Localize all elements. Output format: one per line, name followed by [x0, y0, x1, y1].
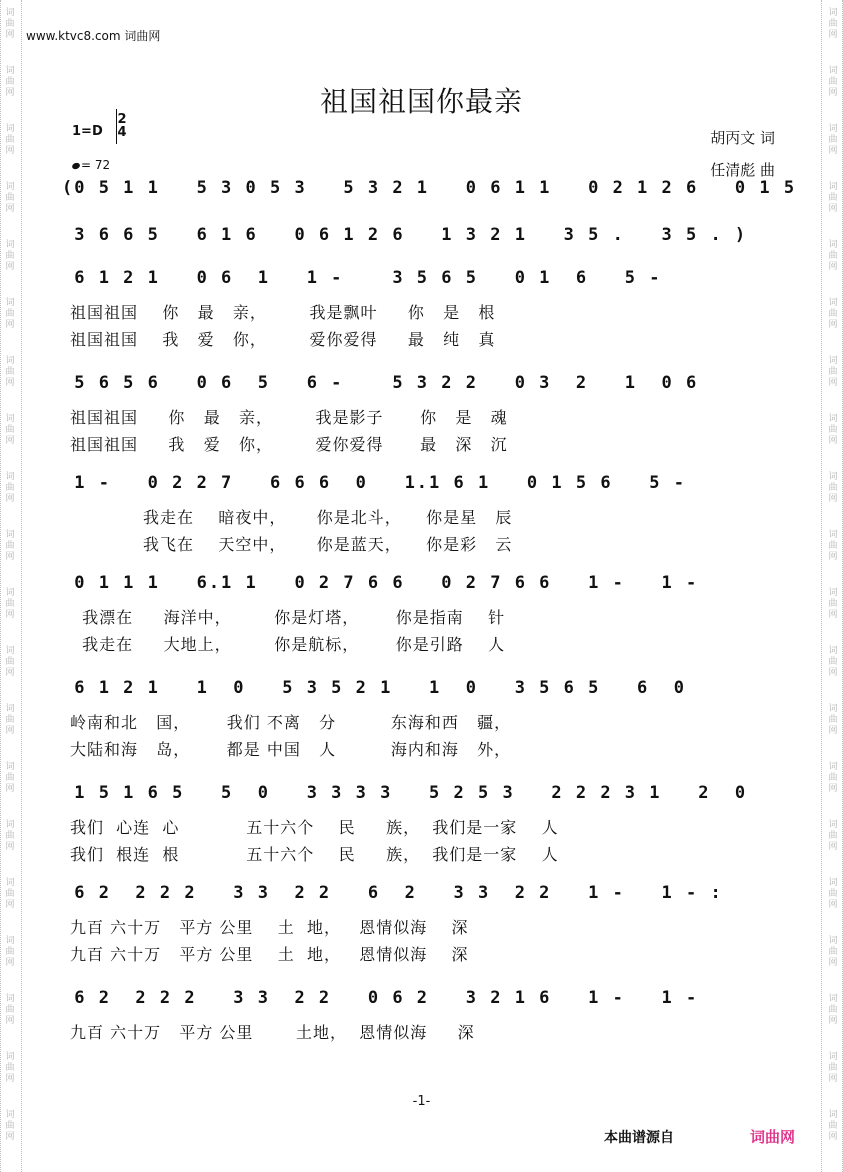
watermark-text: 词 曲 网	[5, 66, 15, 98]
watermark-text: 词 曲 网	[828, 530, 838, 562]
watermark-text: 词 曲 网	[5, 414, 15, 446]
watermark-text: 词 曲 网	[828, 820, 838, 852]
watermark-text: 词 曲 网	[828, 646, 838, 678]
source-label: 本曲谱源自	[604, 1130, 674, 1146]
lyric-line-2: 我飞在 天空中， 你是蓝天， 你是彩 云	[70, 535, 513, 554]
notation-line: (0 5 1 1 5 3 0 5 3 5 3 2 1 0 6 1 1 0 2 1 2 6 0 1 5	[62, 178, 797, 198]
watermark-text: 词 曲 网	[5, 704, 15, 736]
watermark-text: 词 曲 网	[828, 1110, 838, 1142]
watermark-text: 词 曲 网	[828, 414, 838, 446]
notation-line: 3 6 6 5 6 1 6 0 6 1 2 6 1 3 2 1 3 5 . 3 5 . )	[62, 225, 748, 245]
watermark-text: 词 曲 网	[828, 936, 838, 968]
watermark-text: 词 曲 网	[5, 472, 15, 504]
watermark-text: 词 曲 网	[828, 8, 838, 40]
lyric-line-2: 我们 根连 根 五十六个 民 族， 我们是一家 人	[70, 845, 559, 864]
notation-line: 1 - 0 2 2 7 6 6 6 0 1.1 6 1 0 1 5 6 5 -	[62, 473, 686, 493]
watermark-text: 词 曲 网	[828, 124, 838, 156]
lyric-line-2: 大陆和海 岛， 都是 中国 人 海内和海 外，	[70, 740, 512, 759]
lyric-line-1: 我走在 暗夜中， 你是北斗， 你是星 辰	[70, 508, 513, 527]
notation-line: 6 2 2 2 2 3 3 2 2 6 2 3 3 2 2 1 - 1 - :	[62, 883, 723, 903]
watermark-text: 词 曲 网	[5, 878, 15, 910]
lyric-line-1: 祖国祖国 你 最 亲， 我是飘叶 你 是 根	[70, 303, 496, 322]
watermark-text: 词 曲 网	[828, 66, 838, 98]
song-title: 祖国祖国你最亲	[319, 85, 523, 118]
watermark-text: 词 曲 网	[828, 298, 838, 330]
watermark-text: 词 曲 网	[5, 298, 15, 330]
watermark-text: 词 曲 网	[828, 588, 838, 620]
watermark-text: 词 曲 网	[5, 820, 15, 852]
notation-line: 6 1 2 1 0 6 1 1 - 3 5 6 5 0 1 6 5 -	[62, 268, 662, 288]
time-divider	[116, 109, 117, 144]
watermark-text: 词 曲 网	[5, 124, 15, 156]
lyric-line-1: 我们 心连 心 五十六个 民 族， 我们是一家 人	[70, 818, 559, 837]
watermark-text: 词 曲 网	[828, 994, 838, 1026]
lyric-line-2: 祖国祖国 我 爱 你， 爱你爱得 最 深 沉	[70, 435, 508, 454]
lyric-line-2: 祖国祖国 我 爱 你， 爱你爱得 最 纯 真	[70, 330, 496, 349]
watermark-text: 词 曲 网	[5, 240, 15, 272]
watermark-text: 词 曲 网	[5, 588, 15, 620]
watermark-text: 词 曲 网	[5, 182, 15, 214]
watermark-text: 词 曲 网	[5, 936, 15, 968]
watermark-text: 词 曲 网	[828, 762, 838, 794]
watermark-text: 词 曲 网	[828, 240, 838, 272]
notation-line: 0 1 1 1 6.1 1 0 2 7 6 6 0 2 7 6 6 1 - 1 -	[62, 573, 699, 593]
watermark-text: 词 曲 网	[5, 994, 15, 1026]
lyric-line-1: 九百 六十万 平方 公里 土地， 恩情似海 深	[70, 1023, 475, 1042]
lyric-line-1: 岭南和北 国， 我们 不离 分 东海和西 疆，	[70, 713, 512, 732]
lyric-line-2: 我走在 大地上， 你是航标， 你是引路 人	[70, 635, 506, 654]
watermark-text: 词 曲 网	[5, 8, 15, 40]
lyric-line-1: 祖国祖国 你 最 亲， 我是影子 你 是 魂	[70, 408, 508, 427]
watermark-text: 词 曲 网	[828, 878, 838, 910]
watermark-text: 词 曲 网	[5, 646, 15, 678]
quarter-note-icon	[71, 162, 81, 170]
watermark-text: 词 曲 网	[5, 530, 15, 562]
watermark-text: 词 曲 网	[5, 1052, 15, 1084]
lyric-line-1: 我漂在 海洋中， 你是灯塔， 你是指南 针	[70, 608, 506, 627]
watermark-text: 词 曲 网	[828, 356, 838, 388]
watermark-text: 词 曲 网	[5, 762, 15, 794]
watermark-text: 词 曲 网	[5, 1110, 15, 1142]
source-site-link[interactable]: 词曲网	[750, 1128, 796, 1146]
time-bottom: 4	[117, 125, 127, 140]
time-top: 2	[117, 112, 127, 127]
time-signature	[116, 113, 128, 139]
watermark-text: 词 曲 网	[828, 1052, 838, 1084]
notation-line: 6 2 2 2 2 3 3 2 2 0 6 2 3 2 1 6 1 - 1 -	[62, 988, 699, 1008]
notation-line: 5 6 5 6 0 6 5 6 - 5 3 2 2 0 3 2 1 0 6	[62, 373, 699, 393]
key-signature: 1=D	[72, 124, 103, 139]
notation-line: 1 5 1 6 5 5 0 3 3 3 3 5 2 5 3 2 2 2 3 1 2 0	[62, 783, 748, 803]
watermark-text: 词 曲 网	[828, 472, 838, 504]
tempo-value: = 72	[81, 158, 111, 172]
tempo-mark	[72, 158, 110, 172]
lyric-line-2: 九百 六十万 平方 公里 土 地， 恩情似海 深	[70, 945, 469, 964]
notation-line: 6 1 2 1 1 0 5 3 5 2 1 1 0 3 5 6 5 6 0	[62, 678, 686, 698]
watermark-text: 词 曲 网	[828, 704, 838, 736]
watermark-text: 词 曲 网	[828, 182, 838, 214]
lyric-line-1: 九百 六十万 平方 公里 土 地， 恩情似海 深	[70, 918, 469, 937]
composer: 任清彪 曲	[710, 161, 775, 179]
watermark-text: 词 曲 网	[5, 356, 15, 388]
site-url[interactable]: www.ktvc8.com 词曲网	[26, 29, 161, 43]
page-number: -1-	[412, 1094, 431, 1109]
lyricist: 胡丙文 词	[710, 129, 775, 147]
